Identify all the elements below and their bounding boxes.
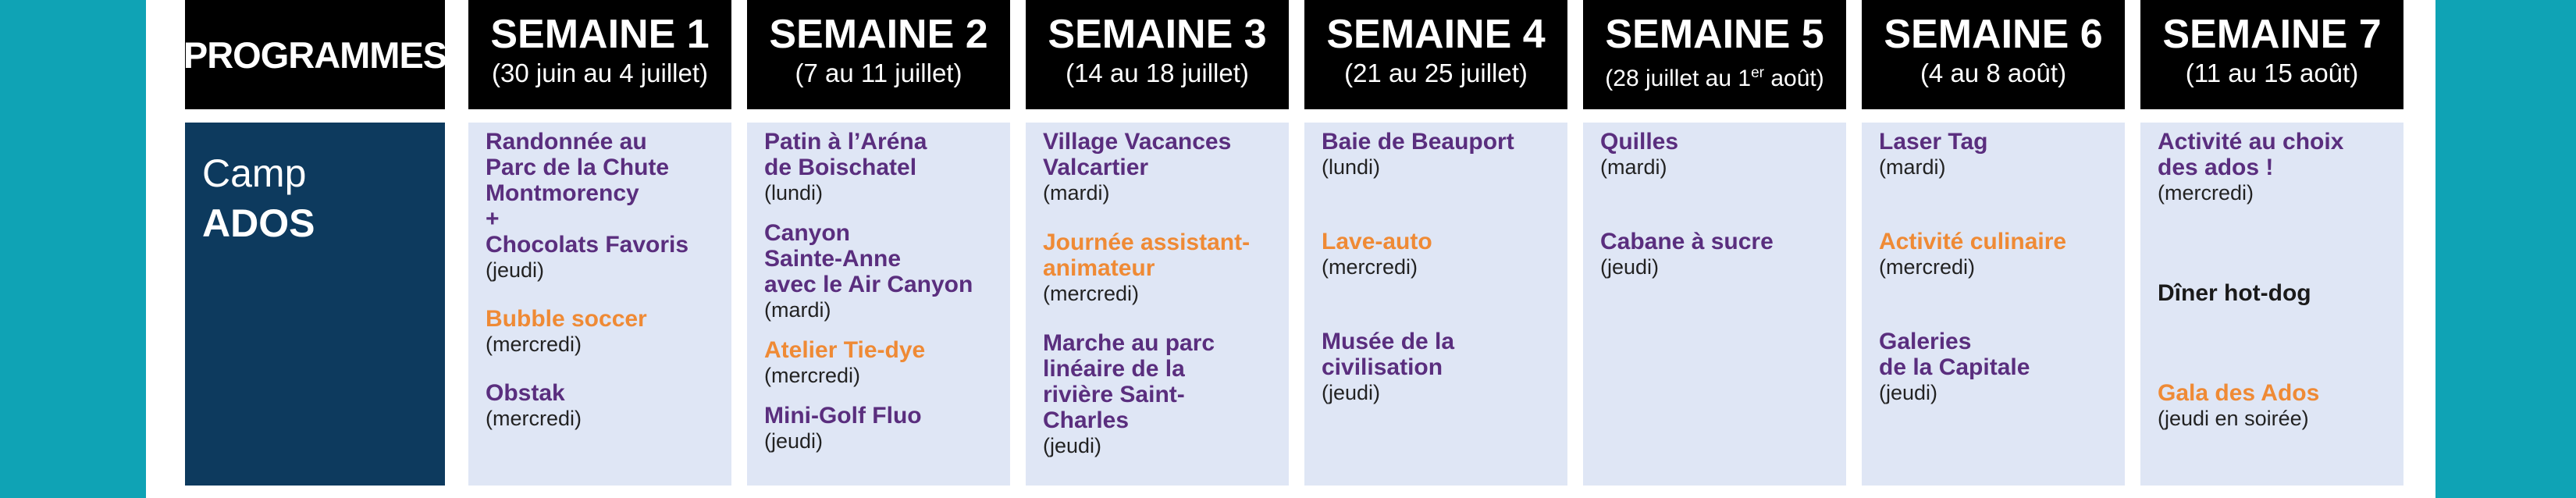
week-dates-superscript: er — [1751, 65, 1764, 81]
activity — [1879, 229, 2108, 280]
activity — [1322, 229, 1550, 280]
activity-name: Atelier Tie-dye — [764, 337, 926, 363]
week-title: SEMAINE 5 — [1605, 12, 1824, 57]
activity-name: Laser Tag — [1879, 129, 1988, 155]
activity — [1043, 330, 1272, 459]
activity-name: Patin à l’Aréna de Boischatel — [764, 129, 927, 180]
activity — [764, 220, 993, 323]
activity-day: (mercredi) — [486, 333, 582, 356]
activity-name: Dîner hot-dog — [2158, 280, 2311, 306]
activity — [2158, 380, 2386, 432]
activity-name: Galeries de la Capitale — [1879, 329, 2030, 380]
week-header-2 — [747, 0, 1010, 109]
week-6-activities — [1862, 123, 2125, 486]
week-1-activities — [468, 123, 731, 486]
week-title: SEMAINE 1 — [490, 12, 710, 57]
week-dates: (11 au 15 août) — [2185, 59, 2359, 87]
week-title: SEMAINE 6 — [1884, 12, 2103, 57]
activity-day: (jeudi) — [1322, 381, 1381, 404]
activity-name: Canyon Sainte-Anne avec le Air Canyon — [764, 220, 973, 297]
week-2-activities — [747, 123, 1010, 486]
schedule-sheet — [146, 0, 2435, 498]
week-dates: (7 au 11 juillet) — [795, 59, 962, 87]
activity-day: (mercredi) — [1043, 282, 1140, 305]
activity — [1879, 129, 2108, 180]
activity — [1600, 129, 1829, 180]
activity — [486, 306, 714, 357]
week-3-activities — [1026, 123, 1289, 486]
programmes-header — [185, 0, 445, 109]
activity — [1879, 329, 2108, 406]
activity-day: (jeudi) — [764, 429, 824, 453]
activity-day: (jeudi en soirée) — [2158, 407, 2309, 430]
week-header-5 — [1583, 0, 1846, 109]
activity-day: (lundi) — [1322, 155, 1381, 179]
activity — [2158, 129, 2386, 206]
activity-name: Quilles — [1600, 129, 1679, 155]
activity-name: Journée assistant- animateur — [1043, 229, 1251, 281]
activity-name: Lave-auto — [1322, 229, 1432, 254]
activity-day: (mardi) — [1879, 155, 1946, 179]
week-title: SEMAINE 2 — [769, 12, 988, 57]
activity-name: Randonnée au Parc de la Chute Montmorency + Chocolats Favoris — [486, 129, 689, 258]
activity — [1322, 329, 1550, 406]
activity-day: (mardi) — [1600, 155, 1667, 179]
activity — [1043, 129, 1272, 206]
week-header-7 — [2140, 0, 2403, 109]
activity-day: (mercredi) — [1879, 255, 1976, 279]
activity-name: Mini-Golf Fluo — [764, 403, 922, 429]
week-dates: (30 juin au 4 juillet) — [492, 59, 708, 87]
week-dates-start: (28 juillet au 1 — [1605, 66, 1752, 91]
week-7-activities — [2140, 123, 2403, 486]
activity-day: (mardi) — [764, 298, 831, 322]
activity-day: (jeudi) — [1879, 381, 1938, 404]
activity-name: Gala des Ados — [2158, 380, 2320, 406]
week-header-6 — [1862, 0, 2125, 109]
week-title: SEMAINE 4 — [1326, 12, 1546, 57]
activity-day: (jeudi) — [1600, 255, 1660, 279]
activity — [764, 403, 993, 454]
programmes-label: PROGRAMMES — [183, 34, 447, 76]
activity-name: Musée de la civilisation — [1322, 329, 1455, 380]
week-dates: (14 au 18 juillet) — [1066, 59, 1249, 87]
activity-day: (jeudi) — [486, 258, 545, 282]
week-header-4 — [1304, 0, 1567, 109]
week-dates — [1583, 58, 1846, 94]
activity — [486, 129, 714, 283]
activity — [486, 380, 714, 432]
activity-day: (jeudi) — [1043, 434, 1102, 457]
activity-name: Obstak — [486, 380, 565, 406]
week-header-3 — [1026, 0, 1289, 109]
week-header-1 — [468, 0, 731, 109]
activity-day: (lundi) — [764, 181, 824, 205]
activity — [2158, 280, 2386, 306]
activity-name: Bubble soccer — [486, 306, 647, 332]
week-title: SEMAINE 7 — [2162, 12, 2382, 57]
camp-name: ADOS — [202, 201, 315, 245]
week-5-activities — [1583, 123, 1846, 486]
activity — [764, 337, 993, 389]
activity-name: Activité au choix des ados ! — [2158, 129, 2344, 180]
activity-name: Cabane à sucre — [1600, 229, 1774, 254]
activity-name: Activité culinaire — [1879, 229, 2067, 254]
activity — [1043, 229, 1272, 307]
week-4-activities — [1304, 123, 1567, 486]
activity-day: (mercredi) — [2158, 181, 2254, 205]
camp-word: Camp — [202, 151, 307, 195]
week-dates-end: août) — [1763, 66, 1824, 91]
week-dates: (21 au 25 juillet) — [1344, 59, 1528, 87]
activity-name: Marche au parc linéaire de la rivière Saint- Charles — [1043, 330, 1215, 433]
camp-label-cell — [185, 123, 445, 486]
activity — [764, 129, 993, 206]
activity-day: (mercredi) — [486, 407, 582, 430]
activity — [1322, 129, 1550, 180]
activity-name: Baie de Beauport — [1322, 129, 1514, 155]
activity-day: (mercredi) — [1322, 255, 1418, 279]
activity-name: Village Vacances Valcartier — [1043, 129, 1232, 180]
activity — [1600, 229, 1829, 280]
week-title: SEMAINE 3 — [1048, 12, 1267, 57]
activity-day: (mercredi) — [764, 364, 861, 387]
week-dates: (4 au 8 août) — [1920, 59, 2067, 87]
activity-day: (mardi) — [1043, 181, 1110, 205]
